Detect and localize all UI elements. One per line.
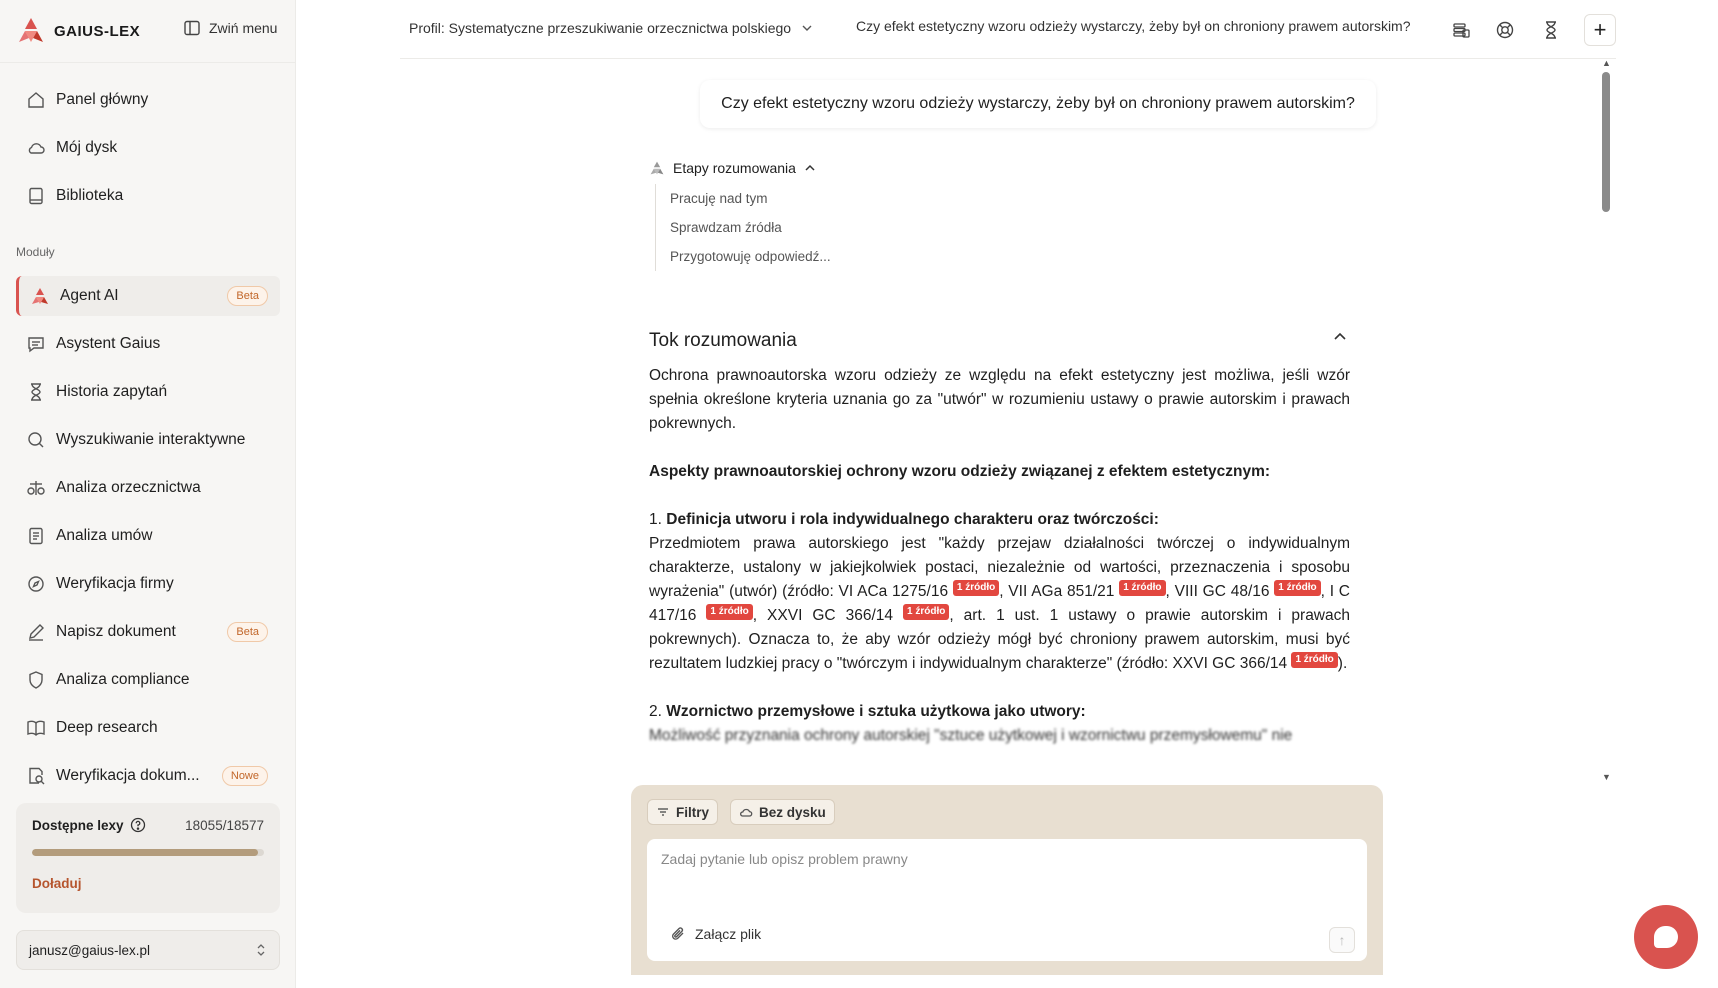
nav-item-deep-research[interactable] <box>16 708 280 748</box>
brand-name: GAIUS-LEX <box>54 22 141 40</box>
source-badge[interactable]: 1 źródło <box>903 604 949 620</box>
nav-item-document-verification[interactable] <box>16 756 280 796</box>
point-text: , XXVI GC 366/14 <box>752 607 904 624</box>
aspects-heading <box>649 460 1350 484</box>
nav-item-label: Panel główny <box>56 91 149 108</box>
lexy-card <box>16 803 280 913</box>
point-text: , I C 417/16 <box>649 583 1350 624</box>
modules-section-label: Moduły <box>16 245 55 259</box>
document-search-icon <box>26 766 46 786</box>
agent-ai-icon <box>30 286 50 306</box>
answer-title: Tok rozumowania <box>649 330 797 351</box>
answer-intro: Ochrona prawnoautorska wzoru odzieży ze względu na efekt estetyczny jest możliwa, jeśli wzór spełnia określone kryteria uznania go za "utwór" w rozumieniu ustawy o prawie autorskim i prawach pokrewnych. <box>649 367 1350 432</box>
drive-toggle-label: Bez dysku <box>759 804 826 820</box>
chat-bubble-icon <box>1654 926 1678 948</box>
shield-icon <box>26 670 46 690</box>
cloud-icon <box>739 805 753 819</box>
drive-toggle-button[interactable] <box>730 799 835 825</box>
point-text: , art. 1 ust. 1 ustawy o prawie autorskim i prawach pokrewnych). Oznacza to, że aby wzór odzieży mógł być chroniony prawem autorskim, musi być rezultatem ludzkiej pracy o "twórczym i indywidualnym charakterze" (źródło: XXVI GC 366/14 <box>649 607 1350 672</box>
composer <box>631 785 1383 975</box>
reasoning-steps-list <box>655 184 831 271</box>
hourglass-icon <box>1541 20 1561 40</box>
reasoning-steps-title: Etapy rozumowania <box>673 160 796 176</box>
nav-item-label: Analiza orzecznictwa <box>56 479 201 496</box>
lexy-count: 18055/18577 <box>185 817 264 833</box>
sidebar-divider <box>0 62 296 63</box>
hourglass-icon <box>26 382 46 402</box>
lexy-progress-bar <box>32 849 264 856</box>
filters-button[interactable] <box>647 799 718 825</box>
reasoning-steps-toggle[interactable] <box>649 160 831 176</box>
reasoning-steps <box>649 160 831 271</box>
database-icon <box>1451 20 1471 40</box>
send-button[interactable] <box>1329 927 1355 953</box>
profile-select[interactable] <box>409 20 813 36</box>
reasoning-step: Przygotowuję odpowiedź... <box>670 249 831 264</box>
agent-ai-icon <box>649 160 665 176</box>
nav-item-label: Deep research <box>56 719 158 736</box>
cloud-icon <box>26 138 46 158</box>
source-badge[interactable]: 1 źródło <box>1291 652 1337 668</box>
collapse-menu-label: Zwiń menu <box>209 20 278 36</box>
point-1-body <box>649 532 1350 676</box>
attach-file-button[interactable] <box>669 925 761 943</box>
gaius-lex-logo <box>16 16 46 46</box>
point-text: Przedmiotem prawa autorskiego jest "każdy przejaw działalności twórczej o indywidualnym charakterze, ustalony w jakiejkolwiek postaci, niezależnie od wartości, przeznaczenia i sposobu wyrażenia" (utwór) (źródło: VI ACa 1275/16 <box>649 535 1350 600</box>
question-input-box <box>647 839 1367 961</box>
nav-item-label: Weryfikacja firmy <box>56 575 174 592</box>
collapse-menu-button[interactable] <box>183 19 277 37</box>
help-icon[interactable] <box>130 817 146 833</box>
nav-item-label: Mój dysk <box>56 139 118 156</box>
composer-chips <box>647 799 1367 825</box>
lexy-title-group <box>32 817 146 833</box>
nav-item-label: Wyszukiwanie interaktywne <box>56 431 246 448</box>
scroll-up-arrow[interactable]: ▲ <box>1602 58 1611 68</box>
source-badge[interactable]: 1 źródło <box>1119 580 1165 596</box>
nav-item-interactive-search[interactable] <box>16 420 280 460</box>
new-badge: Nowe <box>222 766 268 786</box>
point-1-heading <box>649 508 1350 532</box>
book-icon <box>26 186 46 206</box>
chevron-up-icon <box>804 164 816 172</box>
help-center-button[interactable] <box>1492 17 1518 43</box>
chat-bubble-icon <box>26 334 46 354</box>
nav-item-company-verification[interactable] <box>16 564 280 604</box>
nav-item-dashboard[interactable] <box>16 80 280 120</box>
beta-badge: Beta <box>227 286 268 306</box>
chevron-down-icon <box>801 24 813 32</box>
lexy-title: Dostępne lexy <box>32 817 124 833</box>
point-text: , VIII GC 48/16 <box>1165 583 1275 600</box>
aspects-heading-text: Aspekty prawnoautorskiej ochrony wzoru odzieży związanej z efektem estetycznym: <box>649 463 1271 480</box>
arrow-up-icon: ↑ <box>1338 932 1346 948</box>
open-book-icon <box>26 718 46 738</box>
point-title: Wzornictwo przemysłowe i sztuka użytkowa jako utwory: <box>666 703 1086 720</box>
scrollbar-thumb[interactable] <box>1602 72 1610 212</box>
nav-item-my-drive[interactable] <box>16 128 280 168</box>
scales-icon <box>26 478 46 498</box>
user-account-select[interactable] <box>16 930 280 970</box>
nav-item-label: Biblioteka <box>56 187 124 204</box>
source-badge[interactable]: 1 źródło <box>953 580 999 596</box>
nav-item-label: Analiza umów <box>56 527 153 544</box>
nav-item-compliance-analysis[interactable] <box>16 660 280 700</box>
point-text: ). <box>1337 655 1348 672</box>
user-email: janusz@gaius-lex.pl <box>29 942 151 958</box>
point-number: 1. <box>649 511 662 528</box>
answer-section <box>649 330 1350 748</box>
nav-item-label: Historia zapytań <box>56 383 168 400</box>
point-number: 2. <box>649 703 662 720</box>
plus-icon: + <box>1593 17 1607 42</box>
top-bar <box>296 0 1718 58</box>
support-chat-button[interactable] <box>1634 905 1698 969</box>
nav-item-assistant[interactable] <box>16 324 280 364</box>
compass-icon <box>26 574 46 594</box>
conversation-title: Czy efekt estetyczny wzoru odzieży wystarczy, żeby był on chroniony prawem autorskim? <box>856 18 1411 34</box>
sidebar-toggle-icon <box>183 19 201 37</box>
modules-nav <box>16 276 280 804</box>
nav-item-agent-ai[interactable] <box>16 276 280 316</box>
topbar-divider <box>400 58 1616 59</box>
nav-item-history[interactable] <box>16 372 280 412</box>
reasoning-step: Sprawdzam źródła <box>670 220 782 235</box>
nav-item-library[interactable] <box>16 176 280 216</box>
user-message: Czy efekt estetyczny wzoru odzieży wystarczy, żeby był on chroniony prawem autorskim? <box>700 80 1376 128</box>
attach-file-label: Załącz plik <box>695 926 762 942</box>
nav-item-label: Weryfikacja dokum... <box>56 767 200 784</box>
nav-item-contract-analysis[interactable] <box>16 516 280 556</box>
point-2-faded-text: Możliwość przyznania ochrony autorskiej "sztuce użytkowej i wzornictwu przemysłowemu" nie <box>649 727 1293 744</box>
source-badge[interactable]: 1 źródło <box>1274 580 1320 596</box>
reasoning-step: Pracuję nad tym <box>670 191 768 206</box>
point-2-heading <box>649 700 1350 724</box>
point-text: , VII AGa 851/21 <box>999 583 1120 600</box>
point-title: Definicja utworu i rola indywidualnego charakteru oraz twórczości: <box>666 511 1159 528</box>
source-badge[interactable]: 1 źródło <box>706 604 752 620</box>
chevron-up-icon[interactable] <box>1331 328 1349 346</box>
nav-item-label: Agent AI <box>60 287 119 304</box>
profile-label: Profil: Systematyczne przeszukiwanie orzecznictwa polskiego <box>409 20 792 36</box>
document-icon <box>26 526 46 546</box>
topup-link[interactable]: Doładuj <box>32 876 82 891</box>
beta-badge: Beta <box>227 622 268 642</box>
new-conversation-button[interactable] <box>1584 14 1616 46</box>
filter-icon <box>656 805 670 819</box>
nav-item-label: Analiza compliance <box>56 671 190 688</box>
nav-item-label: Napisz dokument <box>56 623 176 640</box>
nav-item-case-law-analysis[interactable] <box>16 468 280 508</box>
paperclip-icon <box>669 925 687 943</box>
lexy-progress-fill <box>32 849 258 856</box>
scroll-down-arrow[interactable]: ▼ <box>1602 772 1611 782</box>
lifebuoy-icon <box>1495 20 1515 40</box>
filters-label: Filtry <box>676 804 710 820</box>
main-nav <box>16 80 280 224</box>
brand[interactable] <box>16 16 140 46</box>
search-icon <box>26 430 46 450</box>
sidebar <box>0 0 296 988</box>
history-button[interactable] <box>1538 17 1564 43</box>
database-button[interactable] <box>1448 17 1474 43</box>
nav-item-write-document[interactable] <box>16 612 280 652</box>
chevron-up-down-icon <box>255 942 267 958</box>
nav-item-label: Asystent Gaius <box>56 335 161 352</box>
pen-icon <box>26 622 46 642</box>
question-input[interactable] <box>661 851 1351 891</box>
home-icon <box>26 90 46 110</box>
